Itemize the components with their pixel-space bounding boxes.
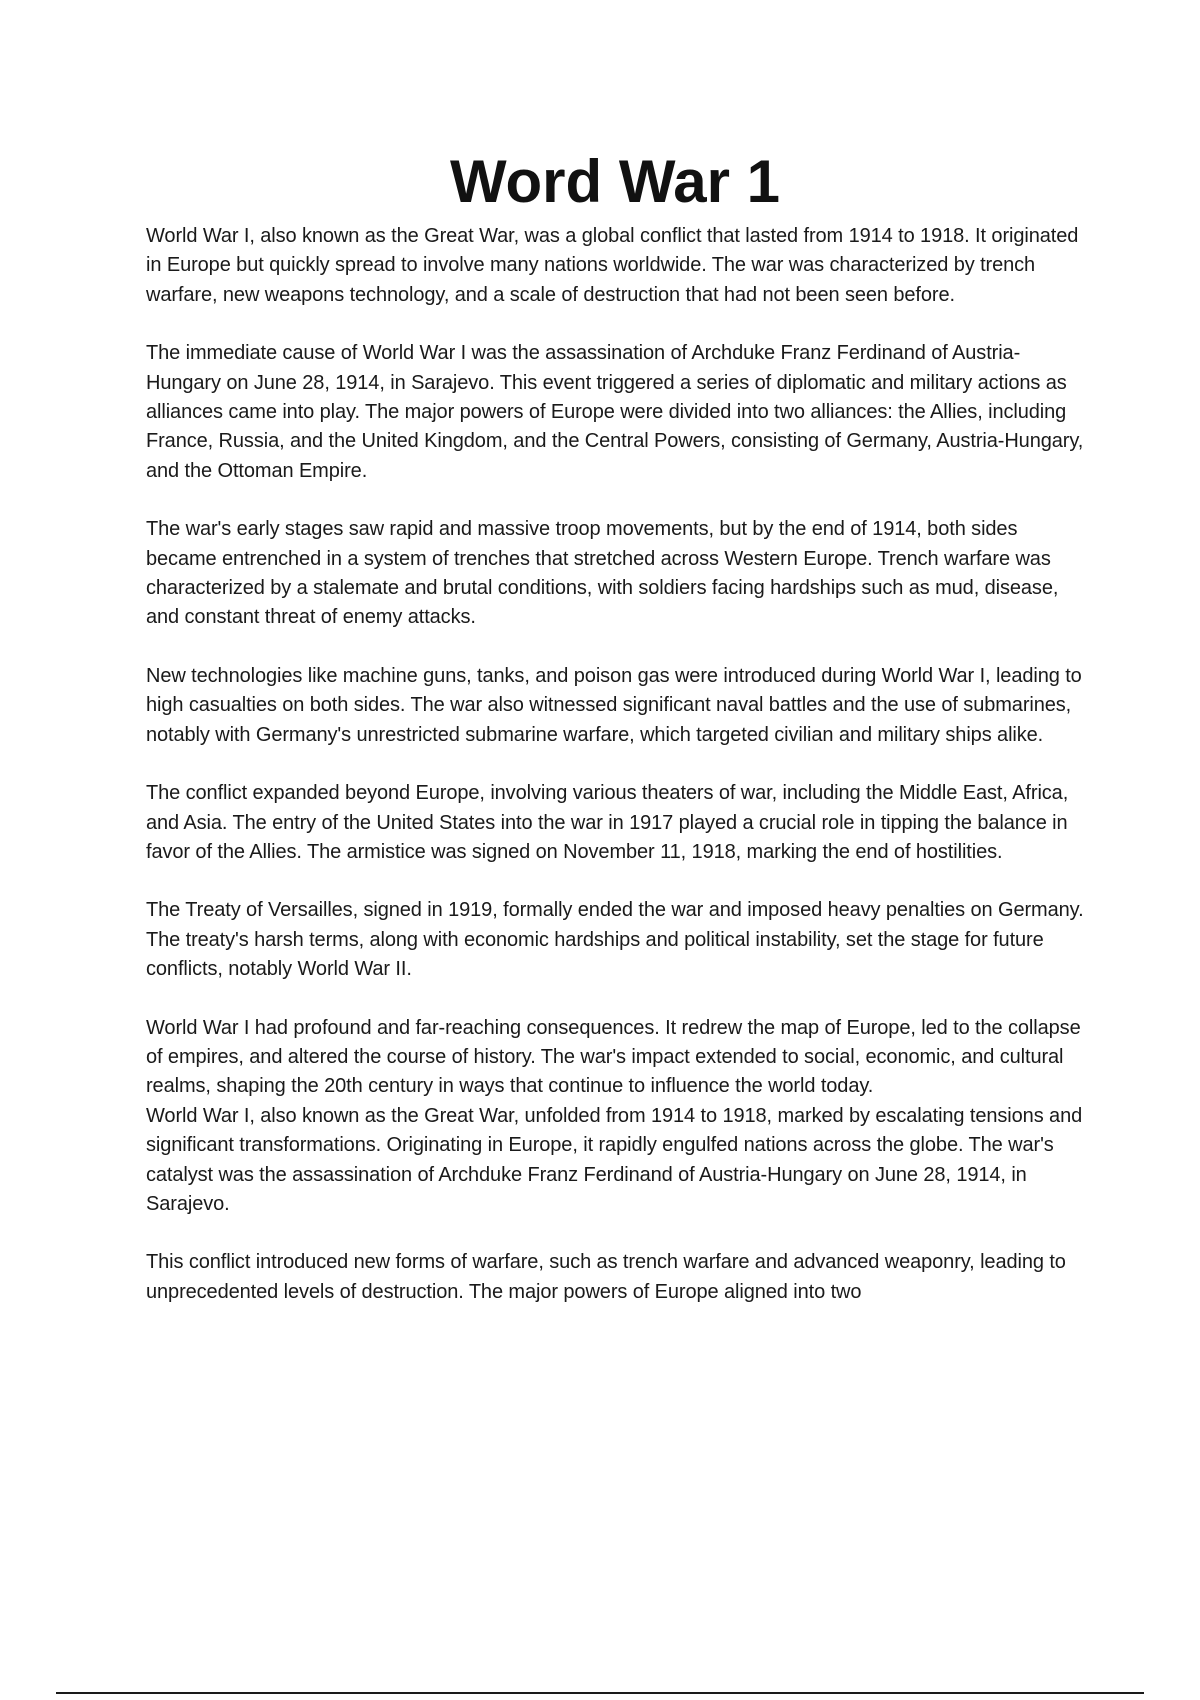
- paragraph: The Treaty of Versailles, signed in 1919, formally ended the war and imposed heavy penalties on Germany. The treaty's harsh terms, along with economic hardships and political instability, set the stage for future conflicts, notably World War II.: [146, 899, 1084, 981]
- document-body: [146, 222, 1092, 1336]
- paragraph: World War I, also known as the Great War, unfolded from 1914 to 1918, marked by escalating tensions and significant transformations. Originating in Europe, it rapidly engulfed nations across the globe. The war's catalyst was the assassination of Archduke Franz Ferdinand of Austria-Hungary on June 28, 1914, in Sarajevo.: [146, 1104, 1083, 1215]
- page-bottom-rule: [56, 1692, 1144, 1694]
- paragraph: World War I had profound and far-reaching consequences. It redrew the map of Europe, led to the collapse of empires, and altered the course of history. The war's impact extended to social, economic, and cultural realms, shaping the 20th century in ways that continue to influence the world today.: [146, 1016, 1081, 1098]
- paragraph: The immediate cause of World War I was the assassination of Archduke Franz Ferdinand of Austria-Hungary on June 28, 1914, in Sarajevo. This event triggered a series of diplomatic and military actions as alliances came into play. The major powers of Europe were divided into two alliances: the Allies, including France, Russia, and the United Kingdom, and the Central Powers, consisting of Germany, Austria-Hungary, and the Ottoman Empire.: [146, 342, 1084, 482]
- page-title: Word War 1: [449, 148, 781, 215]
- paragraph: This conflict introduced new forms of warfare, such as trench warfare and advanced weaponry, leading to unprecedented levels of destruction. The major powers of Europe aligned into two: [146, 1251, 1066, 1303]
- paragraph: New technologies like machine guns, tanks, and poison gas were introduced during World War I, leading to high casualties on both sides. The war also witnessed significant naval battles and the use of submarines, notably with Germany's unrestricted submarine warfare, which targeted civilian and military ships alike.: [146, 664, 1082, 746]
- paragraph: The war's early stages saw rapid and massive troop movements, but by the end of 1914, both sides became entrenched in a system of trenches that stretched across Western Europe. Trench warfare was characterized by a stalemate and brutal conditions, with soldiers facing hardships such as mud, disease, and constant threat of enemy attacks.: [146, 518, 1059, 629]
- paragraph: The conflict expanded beyond Europe, involving various theaters of war, including the Middle East, Africa, and Asia. The entry of the United States into the war in 1917 played a crucial role in tipping the balance in favor of the Allies. The armistice was signed on November 11, 1918, marking the end of hostilities.: [146, 782, 1069, 863]
- paragraph: World War I, also known as the Great War, was a global conflict that lasted from 1914 to 1918. It originated in Europe but quickly spread to involve many nations worldwide. The war was characterized by trench warfare, new weapons technology, and a scale of destruction that had not been seen before.: [146, 225, 1079, 306]
